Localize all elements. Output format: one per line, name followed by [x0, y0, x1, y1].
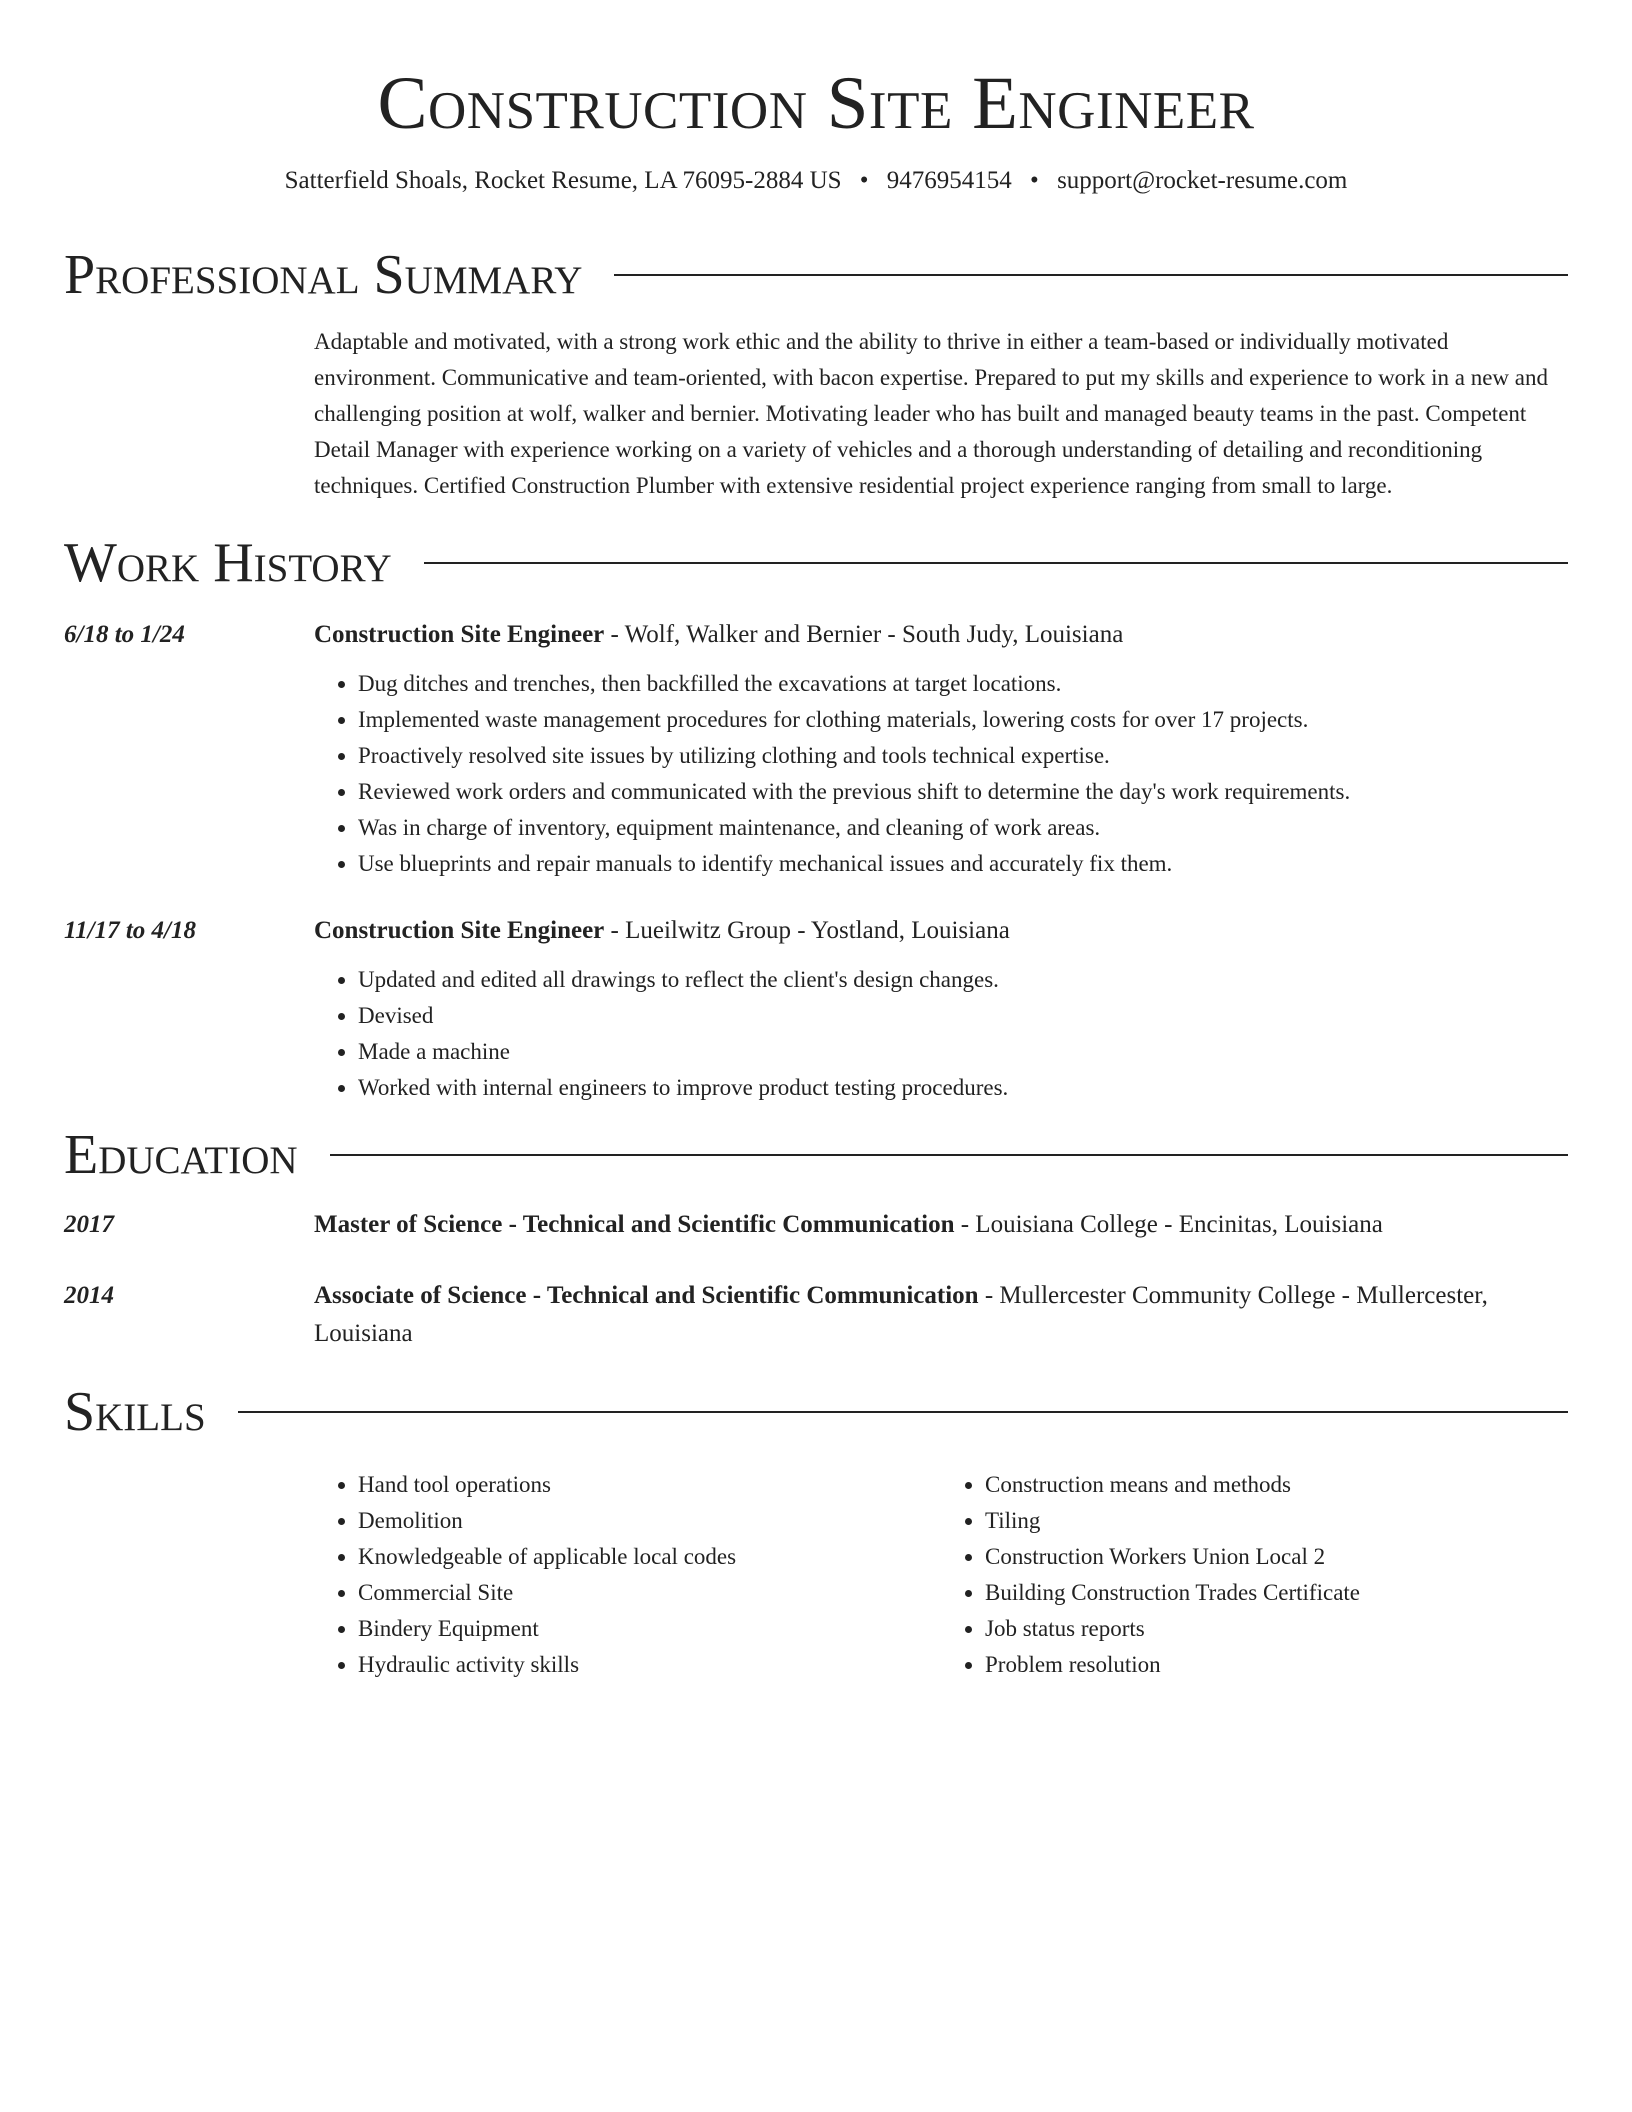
- work-section-title: Work History: [64, 532, 392, 594]
- work-role: Construction Site Engineer: [314, 621, 605, 648]
- education-entry: [64, 1277, 1568, 1353]
- section-divider: [614, 274, 1568, 276]
- contact-phone: 9476954154: [886, 167, 1012, 194]
- section-divider: [424, 562, 1568, 564]
- skills-list: [314, 1467, 1568, 1683]
- education-degree: Master of Science - Technical and Scientific Communication: [314, 1211, 955, 1238]
- education-details: - Mullercester Community College - Mullercester, Louisiana: [314, 1282, 1488, 1347]
- summary-section-title: Professional Summary: [64, 244, 583, 306]
- work-details: - Wolf, Walker and Bernier - South Judy, Louisiana: [604, 621, 1124, 648]
- work-bullets: [314, 666, 1568, 882]
- education-section-header: [64, 1122, 1568, 1188]
- list-item: • Made a machine: [358, 1034, 1568, 1070]
- list-item: • Construction means and methods: [985, 1467, 1568, 1503]
- work-body: [314, 616, 1568, 882]
- section-divider: [330, 1154, 1568, 1156]
- list-item: • Worked with internal engineers to improve product testing procedures.: [358, 1070, 1568, 1106]
- list-item: • Commercial Site: [358, 1575, 941, 1611]
- work-bullets: [314, 962, 1568, 1106]
- list-item: • Reviewed work orders and communicated with the previous shift to determine the day's work requirements.: [358, 774, 1568, 810]
- work-heading: [314, 912, 1568, 950]
- education-year: 2014: [64, 1282, 114, 1309]
- list-item: • Tiling: [985, 1503, 1568, 1539]
- education-body: [314, 1206, 1568, 1244]
- contact-separator: •: [1030, 167, 1039, 194]
- contact-separator: •: [859, 167, 869, 194]
- work-dates: 6/18 to 1/24: [64, 621, 185, 648]
- summary-text: Adaptable and motivated, with a strong work ethic and the ability to thrive in either a team-based or individually motivated environment. Communicative and team-oriented, with bacon expertise. Prepared to put my skills and experience to work in a new and challenging position at wolf, walker and bernier. Motivating leader who has built and managed beauty teams in the past. Competent Detail Manager with experience working on a variety of vehicles and a thorough understanding of detailing and reconditioning techniques. Certified Construction Plumber with extensive residential project experience ranging from small to large.: [314, 329, 1548, 498]
- work-details: - Lueilwitz Group - Yostland, Louisiana: [604, 917, 1010, 944]
- skills-column-left: [314, 1467, 941, 1683]
- list-item: • Use blueprints and repair manuals to identify mechanical issues and accurately fix them.: [358, 846, 1568, 882]
- education-degree: Associate of Science - Technical and Scientific Communication: [314, 1282, 979, 1309]
- work-heading: [314, 616, 1568, 654]
- skills-section-title: Skills: [64, 1381, 206, 1443]
- work-entry: [64, 912, 1568, 1106]
- list-item: • Job status reports: [985, 1611, 1568, 1647]
- work-role: Construction Site Engineer: [314, 917, 605, 944]
- education-body: [314, 1277, 1568, 1353]
- section-divider: [238, 1411, 1568, 1413]
- contact-email: support@rocket-resume.com: [1057, 167, 1348, 194]
- list-item: • Was in charge of inventory, equipment maintenance, and cleaning of work areas.: [358, 810, 1568, 846]
- list-item: • Demolition: [358, 1503, 941, 1539]
- education-details: - Louisiana College - Encinitas, Louisiana: [954, 1211, 1383, 1238]
- contact-address: Satterfield Shoals, Rocket Resume, LA 76095-2884 US: [284, 167, 842, 194]
- list-item: • Dug ditches and trenches, then backfilled the excavations at target locations.: [358, 666, 1568, 702]
- education-year: 2017: [64, 1211, 114, 1238]
- skills-column-right: [941, 1467, 1568, 1683]
- work-section-header: [64, 530, 1568, 596]
- education-entry: [64, 1206, 1568, 1244]
- list-item: • Hand tool operations: [358, 1467, 941, 1503]
- list-item: • Knowledgeable of applicable local codes: [358, 1539, 941, 1575]
- list-item: • Updated and edited all drawings to reflect the client's design changes.: [358, 962, 1568, 998]
- contact-line: [64, 164, 1568, 198]
- list-item: • Devised: [358, 998, 1568, 1034]
- list-item: • Problem resolution: [985, 1647, 1568, 1683]
- skills-section-header: [64, 1379, 1568, 1445]
- list-item: • Hydraulic activity skills: [358, 1647, 941, 1683]
- education-section-title: Education: [64, 1124, 298, 1186]
- work-dates: 11/17 to 4/18: [64, 917, 196, 944]
- resume-name: Construction Site Engineer: [377, 62, 1255, 145]
- list-item: • Bindery Equipment: [358, 1611, 941, 1647]
- list-item: • Building Construction Trades Certificate: [985, 1575, 1568, 1611]
- list-item: • Proactively resolved site issues by utilizing clothing and tools technical expertise.: [358, 738, 1568, 774]
- list-item: • Implemented waste management procedures for clothing materials, lowering costs for over 17 projects.: [358, 702, 1568, 738]
- work-entry: [64, 616, 1568, 882]
- work-body: [314, 912, 1568, 1106]
- summary-section-header: [64, 242, 1568, 308]
- list-item: • Construction Workers Union Local 2: [985, 1539, 1568, 1575]
